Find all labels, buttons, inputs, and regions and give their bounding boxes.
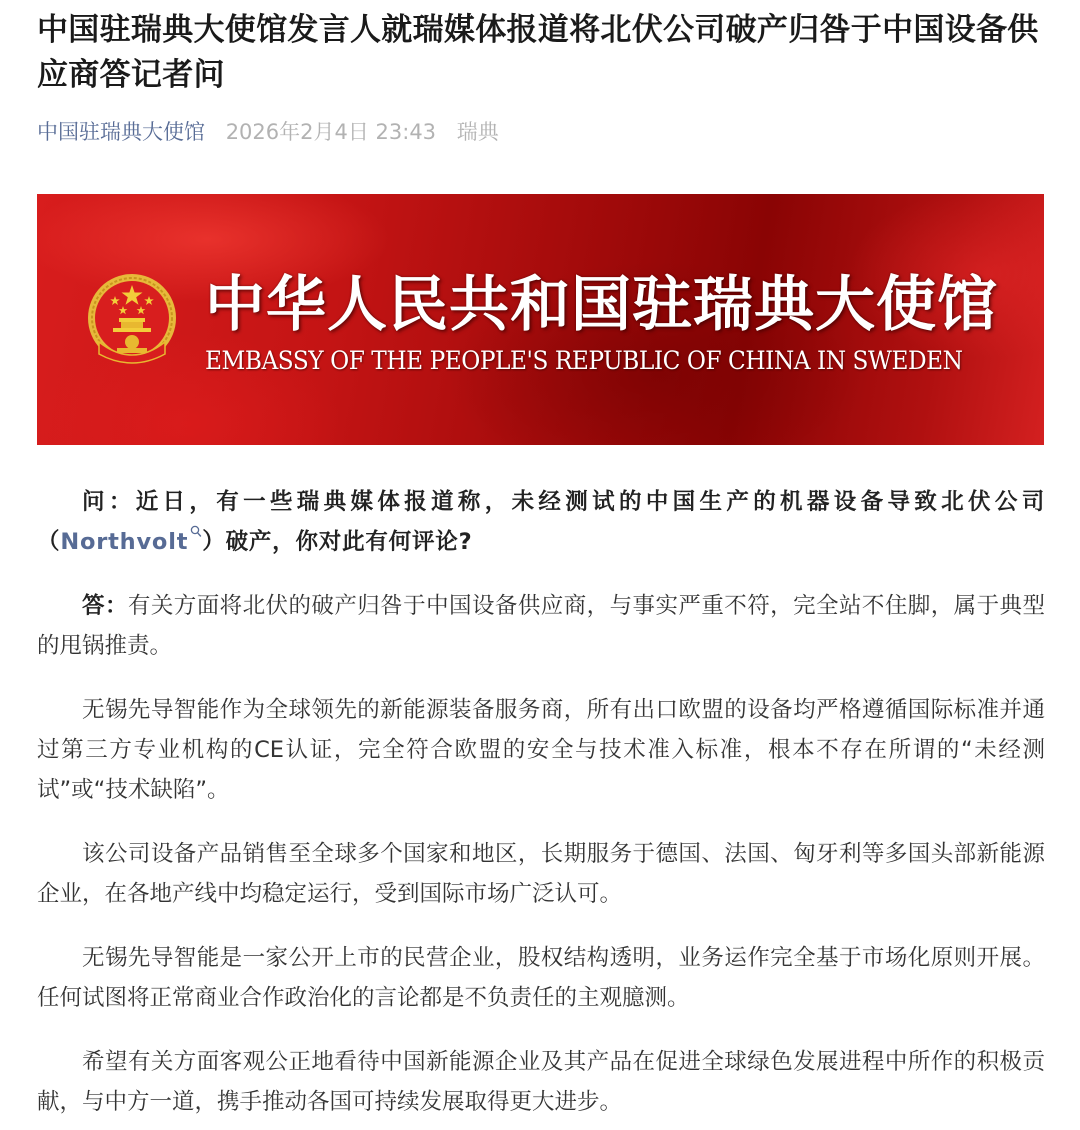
embassy-banner-image: [37, 194, 1044, 445]
banner-chinese-title: 中华人民共和国驻瑞典大使馆: [205, 270, 998, 340]
body-paragraph: 希望有关方面客观公正地看待中国新能源企业及其产品在促进全球绿色发展进程中所作的积极贡献，与中方一道，携手推动各国可持续发展取得更大进步。: [37, 1049, 1045, 1115]
search-icon[interactable]: [190, 525, 202, 539]
publish-date: 2026年2月4日 23:43: [225, 120, 437, 144]
author-link[interactable]: 中国驻瑞典大使馆: [37, 120, 205, 144]
question-paragraph: [37, 482, 1045, 562]
article-body: [37, 482, 1045, 1130]
open-paren: （: [37, 529, 61, 555]
publish-location: 瑞典: [456, 120, 499, 144]
question-text-end: ）破产，你对此有何评论?: [202, 529, 473, 555]
national-emblem-icon: [85, 272, 179, 368]
answer-paragraph: [37, 586, 1045, 666]
question-text: 近日，有一些瑞典媒体报道称，未经测试的中国生产的机器设备导致北伏公司: [135, 489, 1045, 515]
answer-prefix: 答：: [82, 593, 128, 619]
body-paragraph: 无锡先导智能作为全球领先的新能源装备服务商，所有出口欧盟的设备均严格遵循国际标准并通过第三方专业机构的CE认证，完全符合欧盟的安全与技术准入标准，根本不存在所谓的“未经测试”或“技术缺陷”。: [37, 697, 1045, 803]
northvolt-link-text[interactable]: Northvolt: [60, 529, 189, 555]
answer-text: 有关方面将北伏的破产归咎于中国设备供应商，与事实严重不符，完全站不住脚，属于典型的甩锅推责。: [37, 593, 1045, 659]
question-prefix: 问：: [82, 489, 136, 515]
northvolt-search-link[interactable]: [60, 529, 202, 555]
article-title: 中国驻瑞典大使馆发言人就瑞媒体报道将北伏公司破产归咎于中国设备供应商答记者问: [37, 12, 1039, 93]
article-meta: [37, 117, 499, 147]
banner-english-title: EMBASSY OF THE PEOPLE'S REPUBLIC OF CHINA IN SWEDEN: [205, 346, 963, 375]
body-paragraph: 无锡先导智能是一家公开上市的民营企业，股权结构透明，业务运作完全基于市场化原则开展。任何试图将正常商业合作政治化的言论都是不负责任的主观臆测。: [37, 945, 1045, 1011]
body-paragraph: 该公司设备产品销售至全球多个国家和地区，长期服务于德国、法国、匈牙利等多国头部新能源企业，在各地产线中均稳定运行，受到国际市场广泛认可。: [37, 841, 1045, 907]
